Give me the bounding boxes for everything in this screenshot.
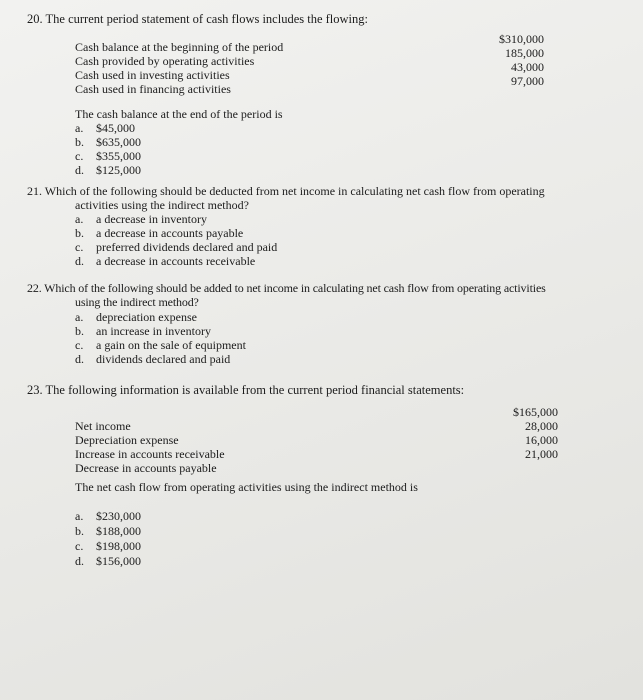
q21-option-d[interactable]: d. a decrease in accounts receivable — [75, 254, 256, 268]
q21-option-a[interactable]: a. a decrease in inventory — [75, 212, 207, 226]
q22-option-a[interactable]: a. depreciation expense — [75, 310, 197, 324]
q23-item-label: Decrease in accounts payable — [75, 461, 217, 475]
q23-item-labels — [75, 419, 225, 475]
q23-item-value: $165,000 — [513, 405, 558, 419]
q23-item-value: 16,000 — [525, 433, 558, 447]
q23-stem: 23. The following information is available from the current period financial statements: — [27, 383, 465, 397]
q21-stem-line: 21. Which of the following should be deducted from net income in calculating net cash flow from operating — [27, 184, 545, 198]
q20-item-label: Cash balance at the beginning of the period — [75, 40, 284, 54]
q22-stem-line: 22. Which of the following should be added to net income in calculating net cash flow from operating activities — [27, 281, 546, 295]
q20-option-b[interactable]: b. $635,000 — [75, 135, 141, 149]
q23-item-value: 28,000 — [525, 419, 558, 433]
q20-item-value: 43,000 — [511, 60, 544, 74]
q20-item-value: 185,000 — [505, 46, 544, 60]
q20-item-label: Cash used in financing activities — [75, 82, 231, 96]
q23-option-b[interactable]: b. $188,000 — [75, 524, 141, 538]
q20-question: The cash balance at the end of the period is — [75, 107, 283, 121]
q22-stem-line: using the indirect method? — [75, 295, 199, 309]
q23-item-value: 21,000 — [525, 447, 558, 461]
q20-item-label: Cash provided by operating activities — [75, 54, 255, 68]
q23-item-values — [484, 405, 558, 461]
q22-stem — [27, 281, 546, 309]
q20-item-value: 97,000 — [511, 74, 544, 88]
q22-option-c[interactable]: c. a gain on the sale of equipment — [75, 338, 246, 352]
q23-item-label: Net income — [75, 419, 131, 433]
q23-option-a[interactable]: a. $230,000 — [75, 509, 141, 523]
q20-option-a[interactable]: a. $45,000 — [75, 121, 135, 135]
q20-item-labels — [75, 40, 283, 96]
q20-option-c[interactable]: c. $355,000 — [75, 149, 141, 163]
q23-item-label: Depreciation expense — [75, 433, 179, 447]
q21-stem — [27, 184, 545, 212]
q20-item-value: $310,000 — [499, 32, 544, 46]
q22-option-b[interactable]: b. an increase in inventory — [75, 324, 211, 338]
q23-question: The net cash flow from operating activities using the indirect method is — [75, 480, 418, 494]
q21-option-c[interactable]: c. preferred dividends declared and paid — [75, 240, 278, 254]
q20-item-values — [470, 32, 544, 88]
q23-option-d[interactable]: d. $156,000 — [75, 554, 141, 568]
q21-options — [75, 212, 277, 268]
q21-option-b[interactable]: b. a decrease in accounts payable — [75, 226, 244, 240]
q20-option-d[interactable]: d. $125,000 — [75, 163, 141, 177]
q21-stem-line: activities using the indirect method? — [75, 198, 249, 212]
q20-options — [75, 121, 141, 177]
q22-options — [75, 310, 246, 366]
q20-stem: 20. The current period statement of cash flows includes the flowing: — [27, 12, 368, 26]
q22-option-d[interactable]: d. dividends declared and paid — [75, 352, 231, 366]
q23-options — [75, 509, 141, 569]
q23-item-label: Increase in accounts receivable — [75, 447, 225, 461]
q20-item-label: Cash used in investing activities — [75, 68, 230, 82]
q23-option-c[interactable]: c. $198,000 — [75, 539, 141, 553]
